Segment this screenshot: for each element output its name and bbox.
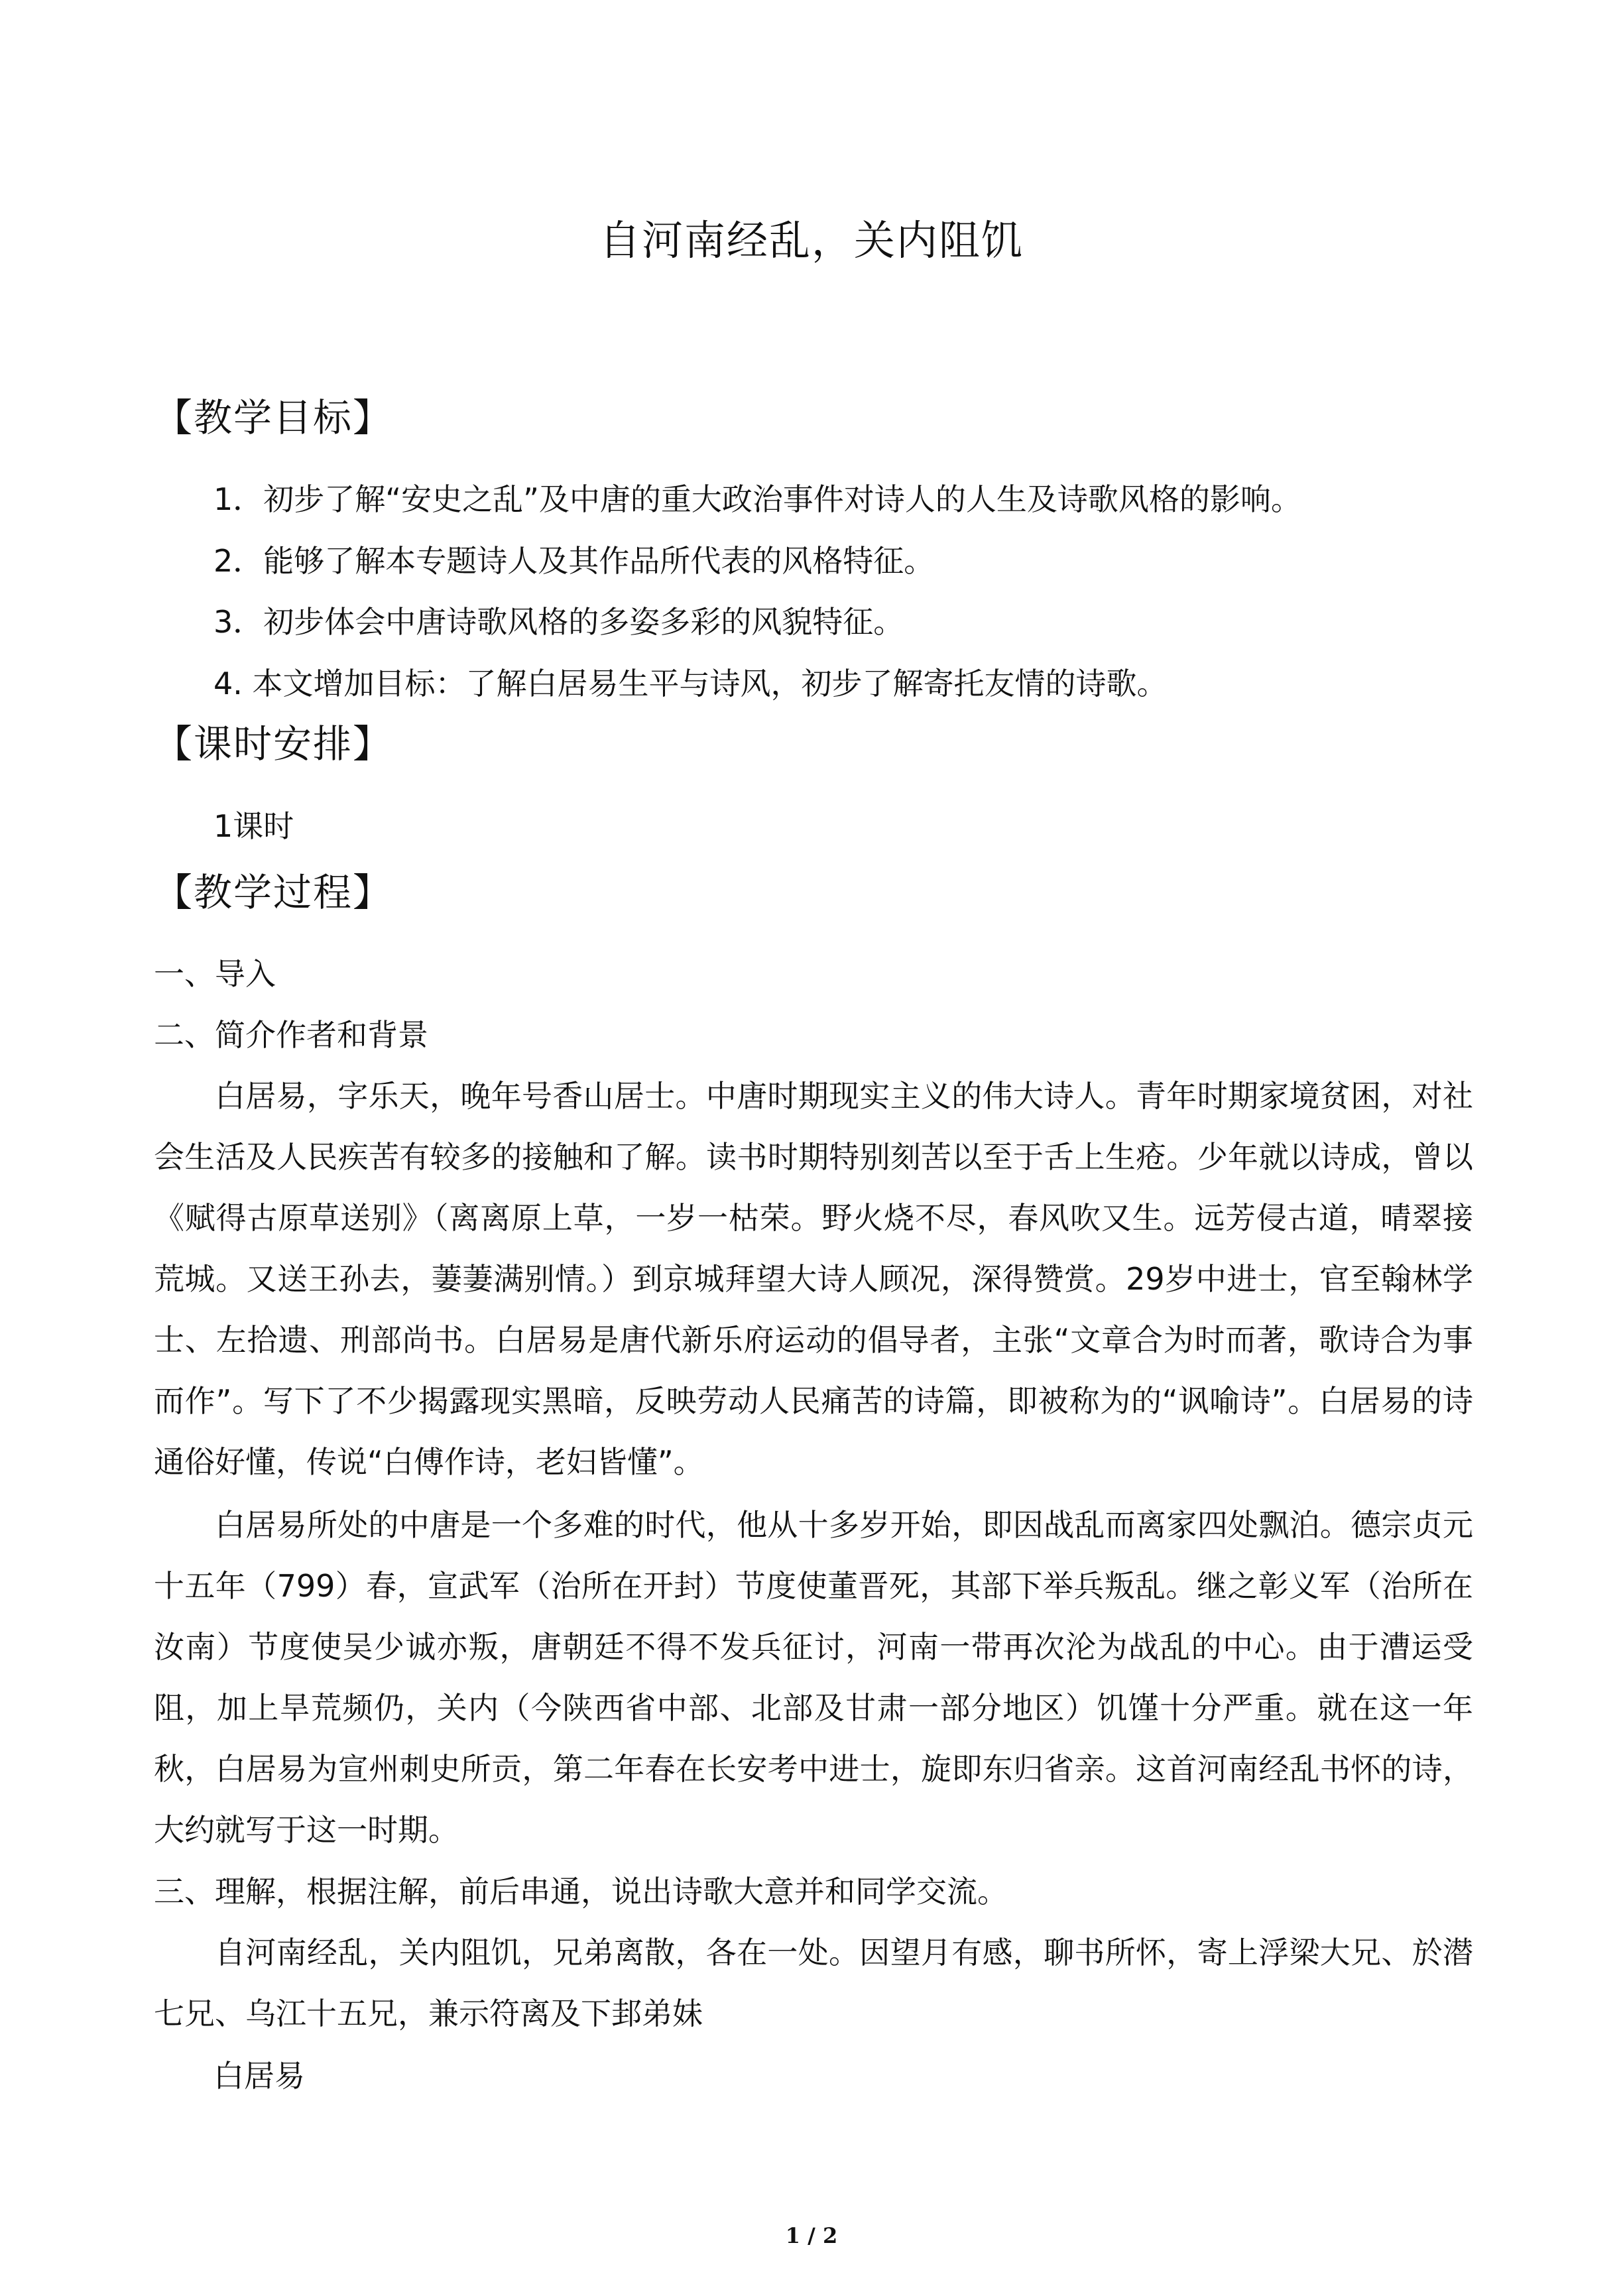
objective-item: 2．能够了解本专题诗人及其作品所代表的风格特征。 bbox=[213, 543, 935, 579]
objective-item: 1．初步了解“安史之乱”及中唐的重大政治事件对诗人的人生及诗歌风格的影响。 bbox=[213, 481, 1301, 517]
page-number: 1 / 2 bbox=[785, 2223, 838, 2248]
objective-item: 4. 本文增加目标：了解白居易生平与诗风，初步了解寄托友情的诗歌。 bbox=[213, 666, 1168, 701]
schedule-heading: 【课时安排】 bbox=[154, 721, 393, 766]
objective-item: 3．初步体会中唐诗歌风格的多姿多彩的风貌特征。 bbox=[213, 604, 904, 640]
process-heading: 【教学过程】 bbox=[154, 870, 393, 915]
document-title: 自河南经乱，关内阻饥 bbox=[599, 216, 1024, 265]
background-paragraph: 白居易所处的中唐是一个多难的时代，他从十多岁开始，即因战乱而离家四处飘泊。德宗贞元十五年（799）春，宣武军（治所在开封）节度使董晋死，其部下举兵叛乱。继之彰义军（治所在汝南）节度使吴少诚亦叛，唐朝廷不得不发兵征讨，河南一带再次沦为战乱的中心。由于漕运受阻，加上旱荒频仍，关内（今陕西省中部、北部及甘肃一部分地区）饥馑十分严重。就在这一年秋，白居易为宣州刺史所贡，第二年春在长安考中进士，旋即东归省亲。这首河南经乱书怀的诗，大约就写于这一时期。 bbox=[154, 1507, 1473, 1848]
poem-title: 自河南经乱，关内阻饥，兄弟离散，各在一处。因望月有感，聊书所怀，寄上浮梁大兄、於潜七兄、乌江十五兄，兼示符离及下邽弟妹 bbox=[154, 1935, 1473, 2031]
process-step: 二、简介作者和背景 bbox=[154, 1017, 428, 1053]
schedule-text: 1课时 bbox=[213, 808, 294, 844]
objectives-heading: 【教学目标】 bbox=[154, 395, 393, 440]
author-intro-paragraph: 白居易，字乐天，晚年号香山居士。中唐时期现实主义的伟大诗人。青年时期家境贫困，对社会生活及人民疾苦有较多的接触和了解。读书时期特别刻苦以至于舌上生疮。少年就以诗成，曾以《赋得古原草送别》（离离原上草，一岁一枯荣。野火烧不尽，春风吹又生。远芳侵古道，晴翠接荒城。又送王孙去，萋萋满别情。）到京城拜望大诗人顾况，深得赞赏。29岁中进士，官至翰林学士、左拾遗、刑部尚书。白居易是唐代新乐府运动的倡导者，主张“文章合为时而著，歌诗合为事而作”。写下了不少揭露现实黑暗，反映劳动人民痛苦的诗篇，即被称为的“讽喻诗”。白居易的诗通俗好懂，传说“白傅作诗，老妇皆懂”。 bbox=[154, 1078, 1473, 1480]
process-step: 一、导入 bbox=[154, 956, 276, 992]
poem-author: 白居易 bbox=[213, 2058, 305, 2094]
process-step: 三、理解，根据注解，前后串通，说出诗歌大意并和同学交流。 bbox=[154, 1874, 1008, 1909]
